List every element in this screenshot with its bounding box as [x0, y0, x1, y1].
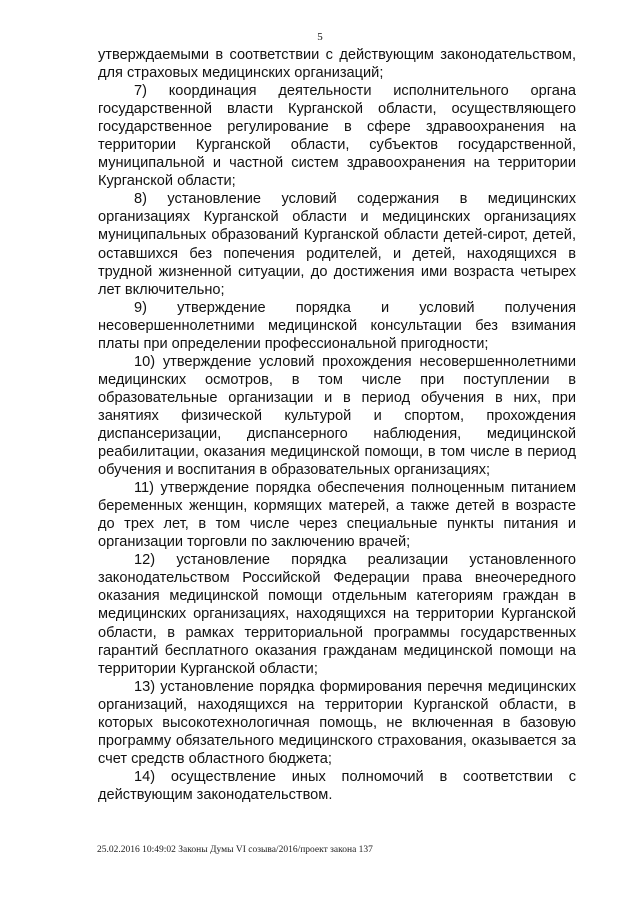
list-item-13: 13) установление порядка формирования перечня медицинских организаций, находящихся на территории Курганской области, в которых высокотехнологичная помощь, не включенная в базовую программу обязательного медицинского страхования, оказывается за счет средств областного бюджета;: [98, 678, 576, 767]
list-item-10: 10) утверждение условий прохождения несовершеннолетними медицинских осмотров, в том числе при поступлении в образовательные организации и в период обучения в них, при занятиях физической культурой и спортом, прохождения диспансеризации, диспансерного наблюдения, медицинской реабилитации, оказания медицинской помощи, в том числе в период обучения и воспитания в образовательных организациях;: [98, 353, 576, 479]
list-item-14: 14) осуществление иных полномочий в соответствии с действующим законодательством.: [98, 768, 576, 803]
list-item-11: 11) утверждение порядка обеспечения полноценным питанием беременных женщин, кормящих матерей, а также детей в возрасте до трех лет, в том числе через специальные пункты питания и организации торговли по заключению врачей;: [98, 480, 576, 551]
document-body: [98, 46, 576, 804]
list-item-7: 7) координация деятельности исполнительного органа государственной власти Курганской области, осуществляющего государственное регулирование в сфере здравоохранения на территории Курганской области, субъектов государственной, муниципальной и частной систем здравоохранения на территории Курганской области;: [98, 83, 576, 190]
paragraph-continuation: утверждаемыми в соответствии с действующим законодательством, для страховых медицинских организаций;: [98, 47, 576, 82]
list-item-8: 8) установление условий содержания в медицинских организациях Курганской области и медицинских организациях муниципальных образований Курганской области детей-сирот, детей, оставшихся без попечения родителей, и детей, находящихся в трудной жизненной ситуации, до достижения ими возраста четырех лет включительно;: [98, 191, 576, 298]
document-footer: 25.02.2016 10:49:02 Законы Думы VI созыва/2016/проект закона 137: [97, 845, 373, 855]
page-number: 5: [317, 31, 323, 43]
list-item-9: 9) утверждение порядка и условий получения несовершеннолетними медицинской консультации без взимания платы при определении профессиональной пригодности;: [98, 299, 576, 352]
list-item-12: 12) установление порядка реализации установленного законодательством Российской Федерации права внеочередного оказания медицинской помощи отдельным категориям граждан в медицинских организациях, находящихся на территории Курганской области, в рамках территориальной программы государственных гарантий бесплатного оказания гражданам медицинской помощи на территории Курганской области;: [98, 552, 576, 677]
